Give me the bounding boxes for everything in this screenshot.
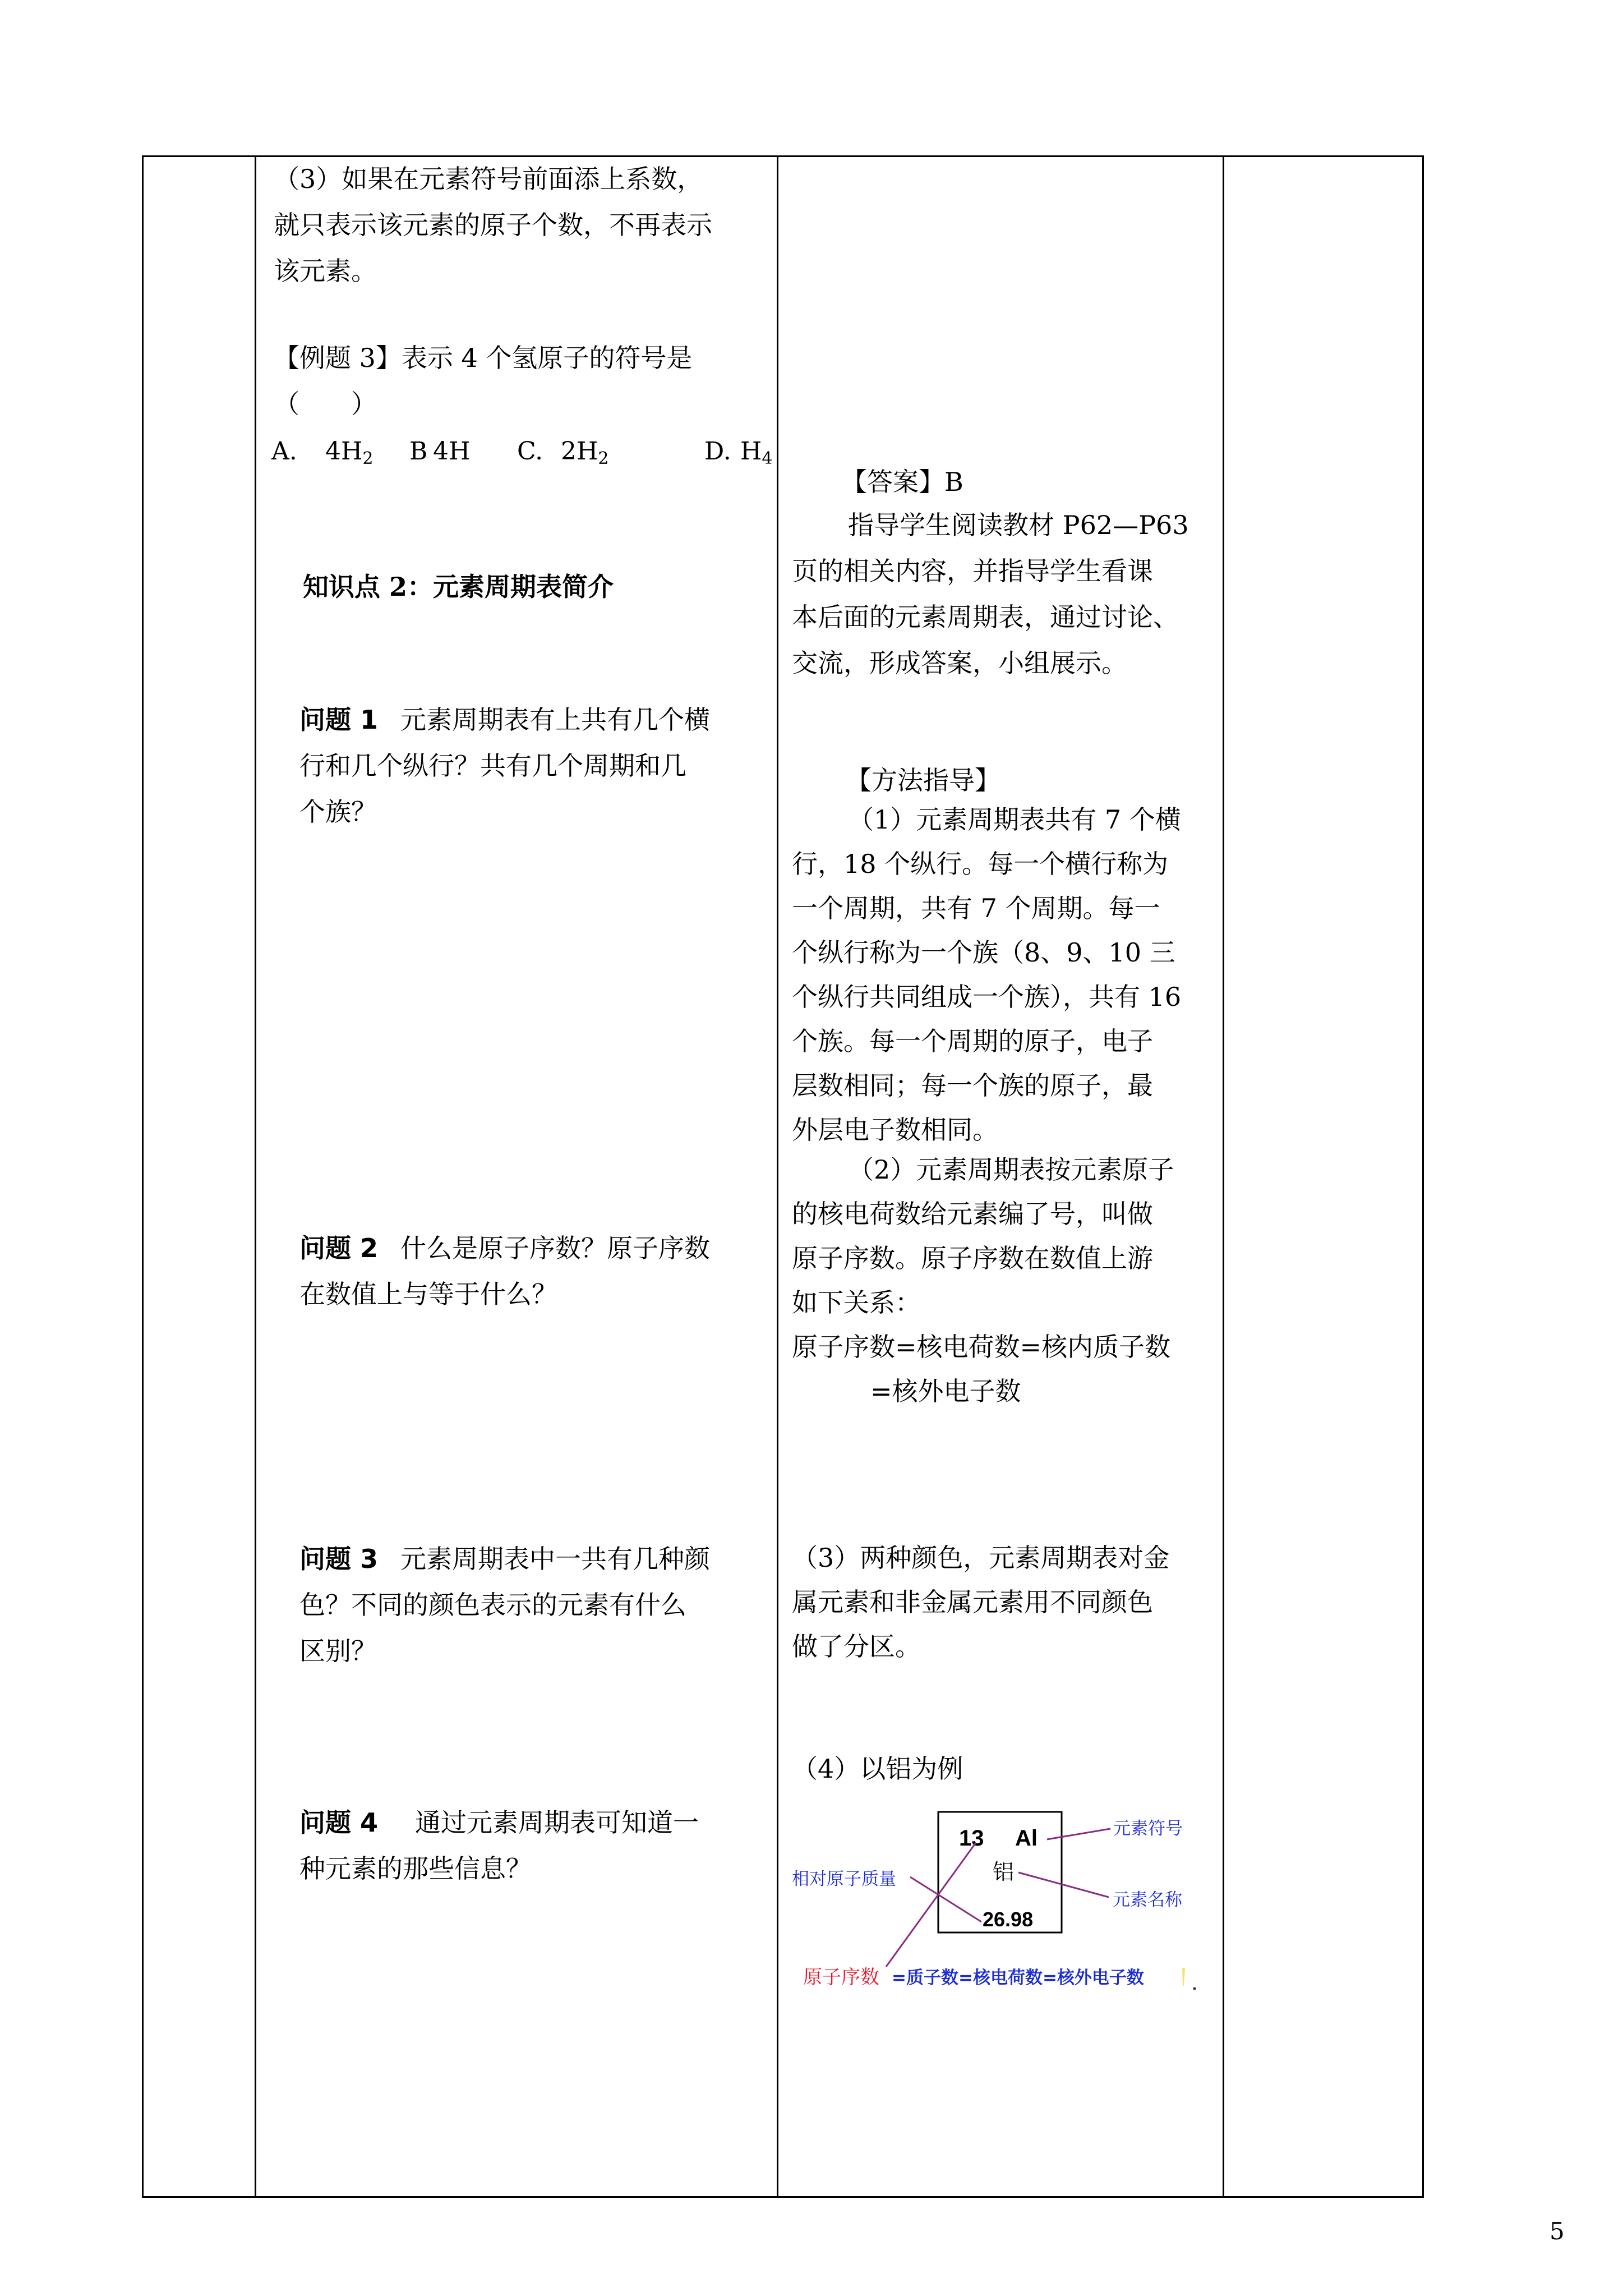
option-d-formula: $H_4$ — [740, 437, 773, 468]
knowledge-point-2-title: 知识点 2：元素周期表简介 — [303, 572, 614, 602]
label-element-symbol: 元素符号 — [1113, 1819, 1183, 1839]
highlight-mark — [1182, 1968, 1185, 1986]
label-atomic-number: 原子序数 — [803, 1966, 879, 1989]
question-2 — [299, 1225, 776, 1317]
example-3-question: 【例题 3】表示 4 个氢原子的符号是 — [274, 343, 693, 373]
answer: 【答案】B — [841, 467, 963, 497]
method-3 — [792, 1536, 1224, 1669]
method-title: 【方法指导】 — [846, 765, 1000, 795]
table-col-line-1 — [142, 155, 144, 2198]
guide-line-1: 指导学生阅读教材 P62—P63 — [848, 510, 1189, 540]
method-1-line-5: 个纵行共同组成一个族），共有 16 — [792, 982, 1182, 1012]
label-element-name: 元素名称 — [1113, 1890, 1182, 1910]
guide-text — [792, 502, 1224, 686]
note-3-line-2: 就只表示该元素的原子个数，不再表示 — [274, 210, 712, 240]
element-name: 铝 — [993, 1860, 1015, 1884]
atomic-number-pointer — [886, 1843, 976, 1967]
method-3-line-3: 做了分区。 — [792, 1631, 921, 1662]
question-1-line-3: 个族？ — [299, 797, 377, 827]
page-number: 5 — [1550, 2217, 1565, 2245]
atomic-number: 13 — [959, 1826, 984, 1851]
example-3 — [274, 335, 767, 427]
question-4-line-2: 种元素的那些信息？ — [299, 1853, 532, 1884]
note-3-line-3: 该元素。 — [274, 256, 377, 286]
method-2-line-3: 原子序数。原子序数在数值上游 — [792, 1243, 1153, 1273]
method-3-line-1: （3）两种颜色，元素周期表对金 — [792, 1543, 1170, 1573]
method-1-line-8: 外层电子数相同。 — [792, 1115, 998, 1145]
example-3-options — [271, 432, 772, 471]
option-a-formula: $4H_2$ — [325, 437, 374, 468]
guide-line-2: 页的相关内容，并指导学生看课 — [792, 556, 1153, 586]
question-2-line-2: 在数值上与等于什么？ — [299, 1279, 557, 1309]
atomic-number-formula: =质子数=核电荷数=核外电子数 — [892, 1968, 1144, 1988]
option-b-formula: 4H — [433, 437, 471, 466]
option-d: D. — [704, 437, 731, 466]
method-2-line-4: 如下关系： — [792, 1287, 921, 1318]
method-1-line-3: 一个周期，共有 7 个周期。每一 — [792, 893, 1160, 923]
aluminium-diagram — [774, 1789, 1223, 2036]
question-4 — [299, 1800, 776, 1892]
symbol-pointer — [1047, 1829, 1110, 1839]
table-col-line-5 — [1422, 155, 1424, 2198]
atomic-mass: 26.98 — [983, 1908, 1034, 1931]
element-symbol: Al — [1015, 1826, 1038, 1851]
method-4: （4）以铝为例 — [792, 1754, 963, 1784]
table-border-bottom — [142, 2196, 1424, 2198]
option-c-formula: $2H_2$ — [561, 437, 609, 468]
method-1-line-6: 个族。每一个周期的原子，电子 — [792, 1026, 1153, 1056]
note-3 — [274, 156, 767, 294]
method-1-line-1: （1）元素周期表共有 7 个横 — [848, 804, 1181, 835]
method-1-line-7: 层数相同；每一个族的原子，最 — [792, 1070, 1153, 1101]
label-relative-atomic-mass: 相对原子质量 — [792, 1869, 896, 1889]
option-c: C. — [517, 437, 543, 466]
method-3-line-2: 属元素和非金属元素用不同颜色 — [792, 1587, 1153, 1617]
question-1-line-2: 行和几个纵行？共有几个周期和几 — [299, 751, 686, 781]
question-4-line-1: 问题 4 通过元素周期表可知道一 — [299, 1807, 699, 1838]
option-b: B — [409, 437, 428, 466]
table-col-line-2 — [255, 155, 256, 2198]
question-3-line-1: 问题 3 元素周期表中一共有几种颜 — [299, 1544, 711, 1574]
question-2-line-1: 问题 2 什么是原子序数？原子序数 — [299, 1233, 711, 1263]
method-2-line-6: =核外电子数 — [870, 1376, 1021, 1406]
question-1 — [299, 697, 776, 835]
guide-line-3: 本后面的元素周期表，通过讨论、 — [792, 602, 1179, 632]
method-2-line-5: 原子序数=核电荷数=核内质子数 — [792, 1332, 1171, 1362]
question-3-line-2: 色？不同的颜色表示的元素有什么 — [299, 1590, 686, 1620]
guide-line-4: 交流，形成答案，小组展示。 — [792, 648, 1127, 678]
question-1-line-1: 问题 1 元素周期表有上共有几个横 — [299, 705, 711, 735]
method-1-line-2: 行，18 个纵行。每一个横行称为 — [792, 849, 1169, 879]
option-a: A. — [271, 437, 297, 466]
method-2 — [792, 1148, 1224, 1414]
question-3-line-3: 区别？ — [299, 1636, 377, 1666]
method-2-line-2: 的核电荷数给元素编了号，叫做 — [792, 1199, 1153, 1229]
method-1-line-4: 个纵行称为一个族（8、9、10 三 — [792, 937, 1175, 968]
note-3-line-1: （3）如果在元素符号前面添上系数， — [274, 164, 703, 194]
dot-mark — [1193, 1987, 1196, 1990]
example-3-blank: （ ） — [274, 389, 377, 419]
method-2-line-1: （2）元素周期表按元素原子 — [848, 1154, 1174, 1185]
question-3 — [299, 1536, 776, 1674]
name-pointer — [1018, 1872, 1109, 1897]
method-1 — [792, 798, 1224, 1152]
